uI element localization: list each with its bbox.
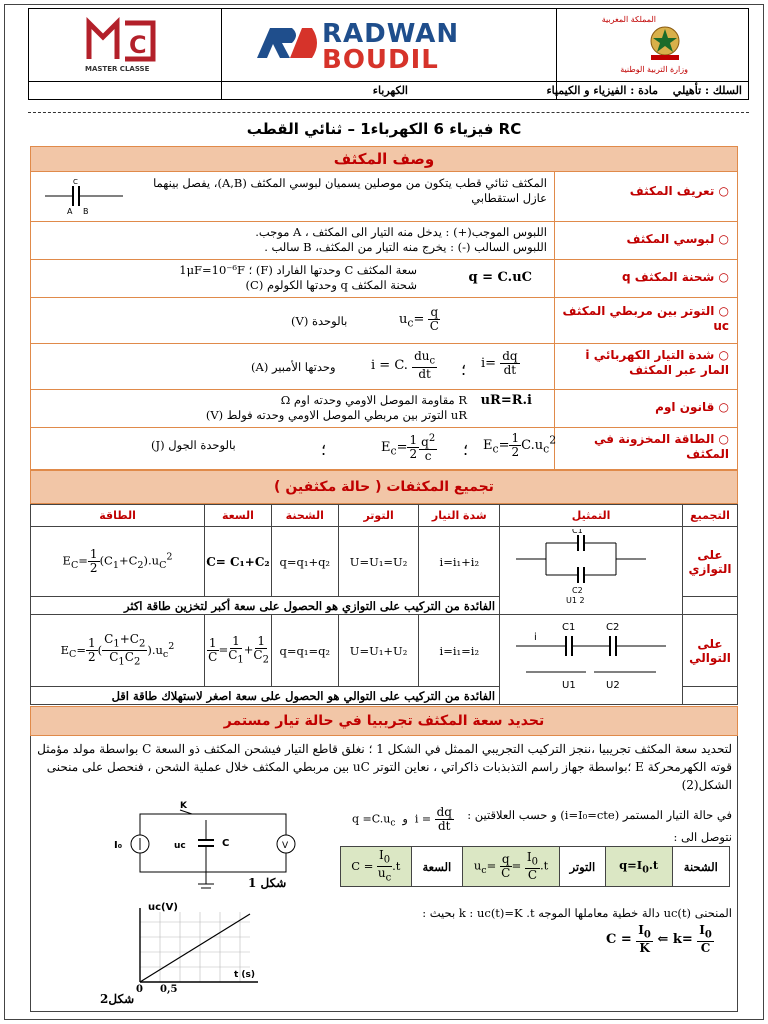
brand-line1: RADWAN [322, 19, 460, 49]
row-text: بالوحدة (V) [291, 314, 348, 328]
divider [28, 112, 749, 113]
grouping-table [30, 504, 738, 705]
row-text1: R مقاومة الموصل الاومي وحدته اوم Ω [280, 393, 467, 407]
col-charge: الشحنة [271, 505, 338, 527]
ministry-line2: وزارة التربية الوطنية [620, 65, 688, 74]
parallel-capacity: C= C₁+C₂ [205, 527, 272, 597]
row-plates [30, 222, 738, 260]
logo-cell [29, 9, 221, 81]
parallel-charge: q=q₁+q₂ [271, 527, 338, 597]
axis-y-label: uc(V) [148, 902, 178, 913]
axis-x-label: t (s) [234, 970, 256, 980]
conclusion-text: نتوصل الى : [673, 830, 732, 844]
svg-text:C1: C1 [572, 529, 583, 535]
row-definition [30, 172, 738, 222]
label-voltage: التوتر [560, 847, 606, 887]
row-text: المكثف ثنائي قطب يتكون من موصلين يسميان لبوسي المكثف (A,B)، يفصل بينهما عازل استقطابي [153, 176, 547, 205]
current-formula-dq: i= $\frac{dq}{dt}$ [481, 349, 518, 377]
svg-text:B: B [83, 207, 89, 216]
result-charge: $q=I_0.t$ [605, 847, 672, 887]
series-energy: $E_C=$ $\frac{1}{2}$ ( $\frac{C_1+C_2}{C_1C_2}$ )$.u_c^2$ [31, 615, 205, 687]
row-text: وحدتها الأمبير (A) [251, 360, 336, 374]
result-table [340, 846, 730, 887]
row-energy: ○ الطاقة المخزونة في المكثف $E_c=$ $\frac{1}{2}$ $C.u_c^2$ ؛ $E_c=$ $\frac{1}{2}$ $\frac{q^2}{c}$ ؛ بالوحدة الجول (J) [30, 428, 738, 470]
coat-of-arms-icon [645, 21, 685, 63]
series-voltage: U=U₁+U₂ [338, 615, 419, 687]
col-energy: الطاقة [31, 505, 205, 527]
ohm-formula: uR=R.i [480, 393, 532, 408]
charge-formula: q = C.uC [468, 270, 532, 285]
uc-graph [110, 902, 270, 1002]
capacitor-symbol-icon [43, 178, 133, 218]
svg-text:U1 2: U1 2 [566, 596, 585, 605]
row-text2: uR التوتر بين مربطي الموصل الاومي وحدته فولط (V) [205, 408, 467, 422]
row-charge [30, 260, 738, 298]
row-label: ○ شدة التيار الكهربائي i المار عبر المكثف [554, 344, 737, 389]
row-ohm [30, 390, 738, 428]
k-formula: C = $\frac{I_0}{K}$ ⇐ k= $\frac{I_0}{C}$ [606, 923, 712, 956]
curve-text: المنحنى (uc(t دالة خطية معاملها الموجه k : uc(t)=K .t بحيث : [422, 906, 732, 920]
section1-heading: وصف المكثف [30, 146, 738, 172]
col-representation: التمثيل [500, 505, 683, 527]
parallel-circuit-icon [506, 529, 676, 609]
svg-text:MASTER CLASSE: MASTER CLASSE [85, 65, 150, 73]
result-capacity: C = $\frac{I_0}{u_c}$ .t [341, 847, 412, 887]
svg-text:C2: C2 [606, 622, 620, 633]
page-title: فيزياء 6 الكهرباء1 – ثنائي القطب RC [246, 120, 522, 138]
svg-text:U1: U1 [562, 680, 576, 691]
svg-text:C2: C2 [572, 586, 583, 595]
parallel-label: على التوازي [683, 527, 738, 597]
header [28, 8, 749, 100]
ministry-line1: المملكة المغربية [601, 15, 656, 24]
series-charge: q=q₁=q₂ [271, 615, 338, 687]
parallel-note: الفائدة من التركيب على التوازي هو الحصول على سعة أكبر لتخزين طاقة اكثر [31, 597, 500, 615]
svg-text:uc: uc [174, 841, 186, 851]
row-text1: سعة المكثف C وحدتها الفاراد (F) ؛ 1μF=10⁻⁶F [179, 263, 417, 277]
col-capacity: السعة [205, 505, 272, 527]
tick-x: 0,5 [160, 984, 178, 995]
row-label: ○ تعريف المكثف [554, 172, 737, 221]
series-label: على التوالي [683, 615, 738, 687]
level-label: السلك : تأهيلي [672, 84, 742, 97]
parallel-current: i=i₁+i₂ [419, 527, 500, 597]
header-info-bar [29, 81, 748, 101]
energy-formula-q: $E_c=$ $\frac{1}{2}$ $\frac{q^2}{c}$ [381, 433, 436, 463]
current-formula-du: i = C. $\frac{du_c}{dt}$ [371, 349, 436, 382]
svg-text:U2: U2 [606, 680, 620, 691]
row-text2: شحنة المكثف q وحدتها الكولوم (C) [245, 278, 417, 292]
col-voltage: التوتر [338, 505, 419, 527]
svg-text:i: i [534, 632, 537, 643]
brand-cell [221, 9, 556, 81]
section2-heading: تجميع المكثفات ( حالة مكثفين ) [30, 470, 738, 504]
series-capacity: $\frac{1}{C}$ = $\frac{1}{C_1}$ + $\frac{1}{C_2}$ [205, 615, 272, 687]
series-current: i=i₁=i₂ [419, 615, 500, 687]
fig1-caption: شكل 1 [248, 876, 287, 890]
svg-text:C: C [222, 838, 230, 849]
svg-text:K: K [180, 801, 187, 811]
series-circuit-icon [506, 618, 676, 698]
result-voltage: $u_c=$ $\frac{q}{C}$ = $\frac{I_0}{C}$ .t [463, 847, 560, 887]
svg-text:C: C [129, 31, 147, 59]
row-text: بالوحدة الجول (J) [151, 438, 236, 452]
series-note: الفائدة من التركيب على التوالي هو الحصول على سعة اصغر لاستهلاك طاقة اقل [31, 687, 500, 705]
brand-line2: BOUDIL [322, 45, 439, 75]
section3-paragraph: لتحديد سعة المكثف تجريبيا ،ننجز التركيب التجريبي الممثل في الشكل 1 ؛ نغلق قاطع التيار فيشحن المكثف ذو السعة C بواسطة مولد مؤمثل قوته الكهرمحركة E ؛بواسطة جهاز راسم التذبذبات ذاكراتي ، نعاين التوتر uC بين مربطي المكثف خلال عملية الشحن ، فنحصل على منحنى الشكل(2) [37, 742, 732, 792]
origin-label: 0 [136, 984, 143, 995]
label-charge: الشحنة [672, 847, 729, 887]
parallel-voltage: U=U₁=U₂ [338, 527, 419, 597]
fig2-caption: شكل2 [100, 992, 135, 1006]
svg-text:C1: C1 [562, 622, 576, 633]
energy-formula-u: $E_c=$ $\frac{1}{2}$ $C.u_c^2$ [483, 431, 557, 459]
svg-text:V: V [282, 841, 289, 851]
col-grouping: التجميع [683, 505, 738, 527]
ministry-cell [556, 9, 748, 81]
parallel-circuit [500, 527, 683, 615]
dc-condition-text: في حالة التيار المستمر (i=I₀=cte) و حسب العلاقتين : [467, 808, 732, 822]
relations: $q =C.u_c$ و i = $\frac{dq}{dt}$ [352, 805, 452, 833]
row-label: ○ لبوسي المكثف [554, 222, 737, 259]
parallel-energy: $E_C=$ $\frac{1}{2}$ $(C_1+C_2).u_C^2$ [31, 527, 205, 597]
row-current: ○ شدة التيار الكهربائي i المار عبر المكثف i= $\frac{dq}{dt}$ ؛ i = C. $\frac{du_c}{dt}$ وحدتها الأمبير (A) [30, 344, 738, 390]
row-label: ○ قانون اوم [554, 390, 737, 427]
svg-text:A: A [67, 207, 73, 216]
svg-text:C: C [73, 178, 78, 186]
row-label: ○ الطاقة المخزونة في المكثف [554, 428, 737, 469]
svg-text:I₀: I₀ [114, 840, 123, 851]
master-classe-logo-icon [81, 15, 161, 73]
label-capacity: السعة [411, 847, 462, 887]
row-text1: اللبوس الموجب(+) : يدخل منه التيار الى المكثف ، A موجب. [255, 225, 547, 239]
voltage-formula: $u_c=$ $\frac{q}{C}$ [399, 305, 439, 333]
row-voltage [30, 298, 738, 344]
row-label: ○ شحنة المكثف q [554, 260, 737, 297]
col-current: شدة التيار [419, 505, 500, 527]
row-text2: اللبوس السالب (-) : يخرج منه التيار من المكثف، B سالب . [264, 240, 547, 254]
series-circuit [500, 615, 683, 705]
subject-label: مادة : الفيزياء و الكيمياء [546, 84, 658, 97]
section3-heading: تحديد سعة المكثف تجريبيا في حالة تيار مستمر [30, 706, 738, 736]
unit-label: الكهرباء [372, 84, 408, 97]
brand-logo-icon [252, 23, 322, 63]
row-label: ○ التوتر بين مربطي المكثف uc [554, 298, 737, 343]
